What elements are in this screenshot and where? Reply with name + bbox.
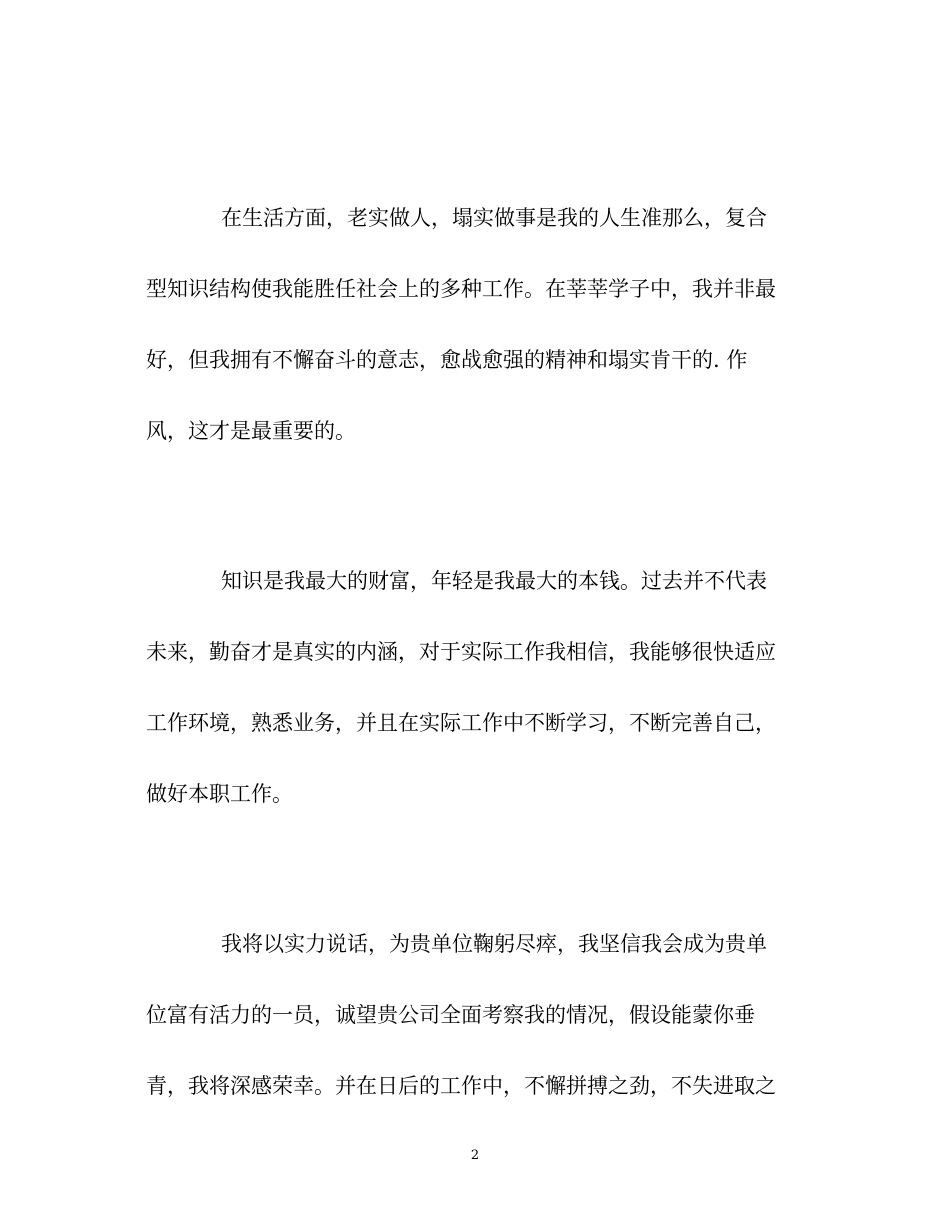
line-text: 位富有活力的一员，诚望贵公司全面考察我的情况，假设能蒙你垂 xyxy=(146,1003,755,1027)
line-text: 在生活方面，老实做人，塌实做事是我的人生准那么，复合 xyxy=(221,206,767,230)
line-text: 知识是我最大的财富，年轻是我最大的本钱。过去并不代表 xyxy=(221,569,767,593)
paragraph-2-line-2 xyxy=(0,637,950,667)
paragraph-2-line-4 xyxy=(0,779,950,809)
line-text: 好，但我拥有不懈奋斗的意志，愈战愈强的精神和塌实肯干的. 作 xyxy=(146,348,748,372)
line-text: 风，这才是最重要的。 xyxy=(146,419,356,443)
line-text: 我将以实力说话，为贵单位鞠躬尽瘁，我坚信我会成为贵单 xyxy=(221,932,767,956)
paragraph-3-line-3 xyxy=(0,1071,950,1101)
paragraph-3-line-2 xyxy=(0,1000,950,1030)
line-text: 工作环境，熟悉业务，并且在实际工作中不断学习，不断完善自己， xyxy=(146,711,776,735)
line-text: 型知识结构使我能胜任社会上的多种工作。在莘莘学子中，我并非最 xyxy=(146,277,776,301)
paragraph-1-line-1 xyxy=(0,203,950,233)
paragraph-1-line-2 xyxy=(0,274,950,304)
paragraph-3-line-1 xyxy=(0,929,950,959)
paragraph-2-line-1 xyxy=(0,566,950,596)
paragraph-1-line-4 xyxy=(0,416,950,446)
page-number: 2 xyxy=(470,1148,480,1163)
paragraph-2-line-3 xyxy=(0,708,950,738)
line-text: 青，我将深感荣幸。并在日后的工作中，不懈拼搏之劲，不失进取之 xyxy=(146,1074,776,1098)
line-text: 做好本职工作。 xyxy=(146,782,293,806)
line-text: 未来，勤奋才是真实的内涵，对于实际工作我相信，我能够很快适应 xyxy=(146,640,776,664)
paragraph-1-line-3 xyxy=(0,345,950,375)
